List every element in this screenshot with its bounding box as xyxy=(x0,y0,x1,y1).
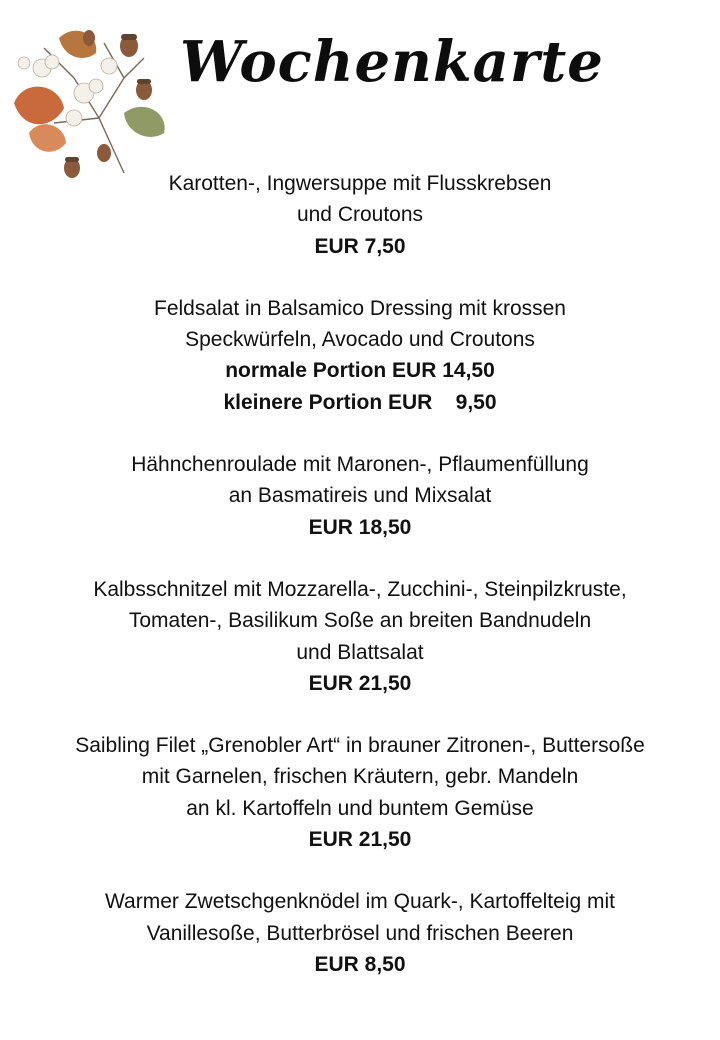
dish-description-line: und Croutons xyxy=(296,203,424,227)
dish-description-line: an Basmatireis und Mixsalat xyxy=(228,484,492,508)
dish-description-line: Speckwürfeln, Avocado und Croutons xyxy=(185,328,535,352)
dish-description-line: Hähnchenroulade mit Maronen-, Pflaumenfüllung xyxy=(131,453,589,477)
dish-price: kleinere Portion EUR 9,50 xyxy=(223,390,497,414)
dish-description-line: Warmer Zwetschgenknödel im Quark-, Kartoffelteig mit xyxy=(104,890,615,914)
menu-item xyxy=(0,886,720,980)
dish-description-line: Vanillesoße, Butterbrösel und frischen Beeren xyxy=(146,921,574,945)
dish-price: EUR 8,50 xyxy=(314,952,406,976)
menu-item xyxy=(0,293,720,418)
dish-price: EUR 7,50 xyxy=(314,234,406,258)
dish-price: EUR 18,50 xyxy=(308,515,412,539)
dish-description-line: mit Garnelen, frischen Kräutern, gebr. Mandeln xyxy=(141,765,579,789)
menu-item xyxy=(0,449,720,543)
dish-description-line: Karotten-, Ingwersuppe mit Flusskrebsen xyxy=(168,172,552,195)
dish-description-line: an kl. Kartoffeln und buntem Gemüse xyxy=(186,796,534,820)
dish-description-line: und Blattsalat xyxy=(296,640,424,664)
dish-price: EUR 21,50 xyxy=(308,828,412,852)
autumn-bouquet-icon xyxy=(4,18,174,183)
dish-description-line: Tomaten-, Basilikum Soße an breiten Bandnudeln xyxy=(128,609,592,633)
dish-description-line: Feldsalat in Balsamico Dressing mit krossen xyxy=(154,296,566,320)
menu-item xyxy=(0,574,720,699)
menu-item xyxy=(0,730,720,855)
menu-list xyxy=(0,168,720,1011)
dish-description-line: Saibling Filet „Grenobler Art“ in brauner Zitronen-, Buttersoße xyxy=(75,734,645,758)
dish-price: EUR 21,50 xyxy=(308,671,412,695)
page-title: Wochenkarte xyxy=(180,29,604,95)
dish-description-line: Kalbsschnitzel mit Mozzarella-, Zucchini-, Steinpilzkruste, xyxy=(93,577,627,601)
dish-price: normale Portion EUR 14,50 xyxy=(225,359,495,383)
menu-item xyxy=(0,168,720,262)
